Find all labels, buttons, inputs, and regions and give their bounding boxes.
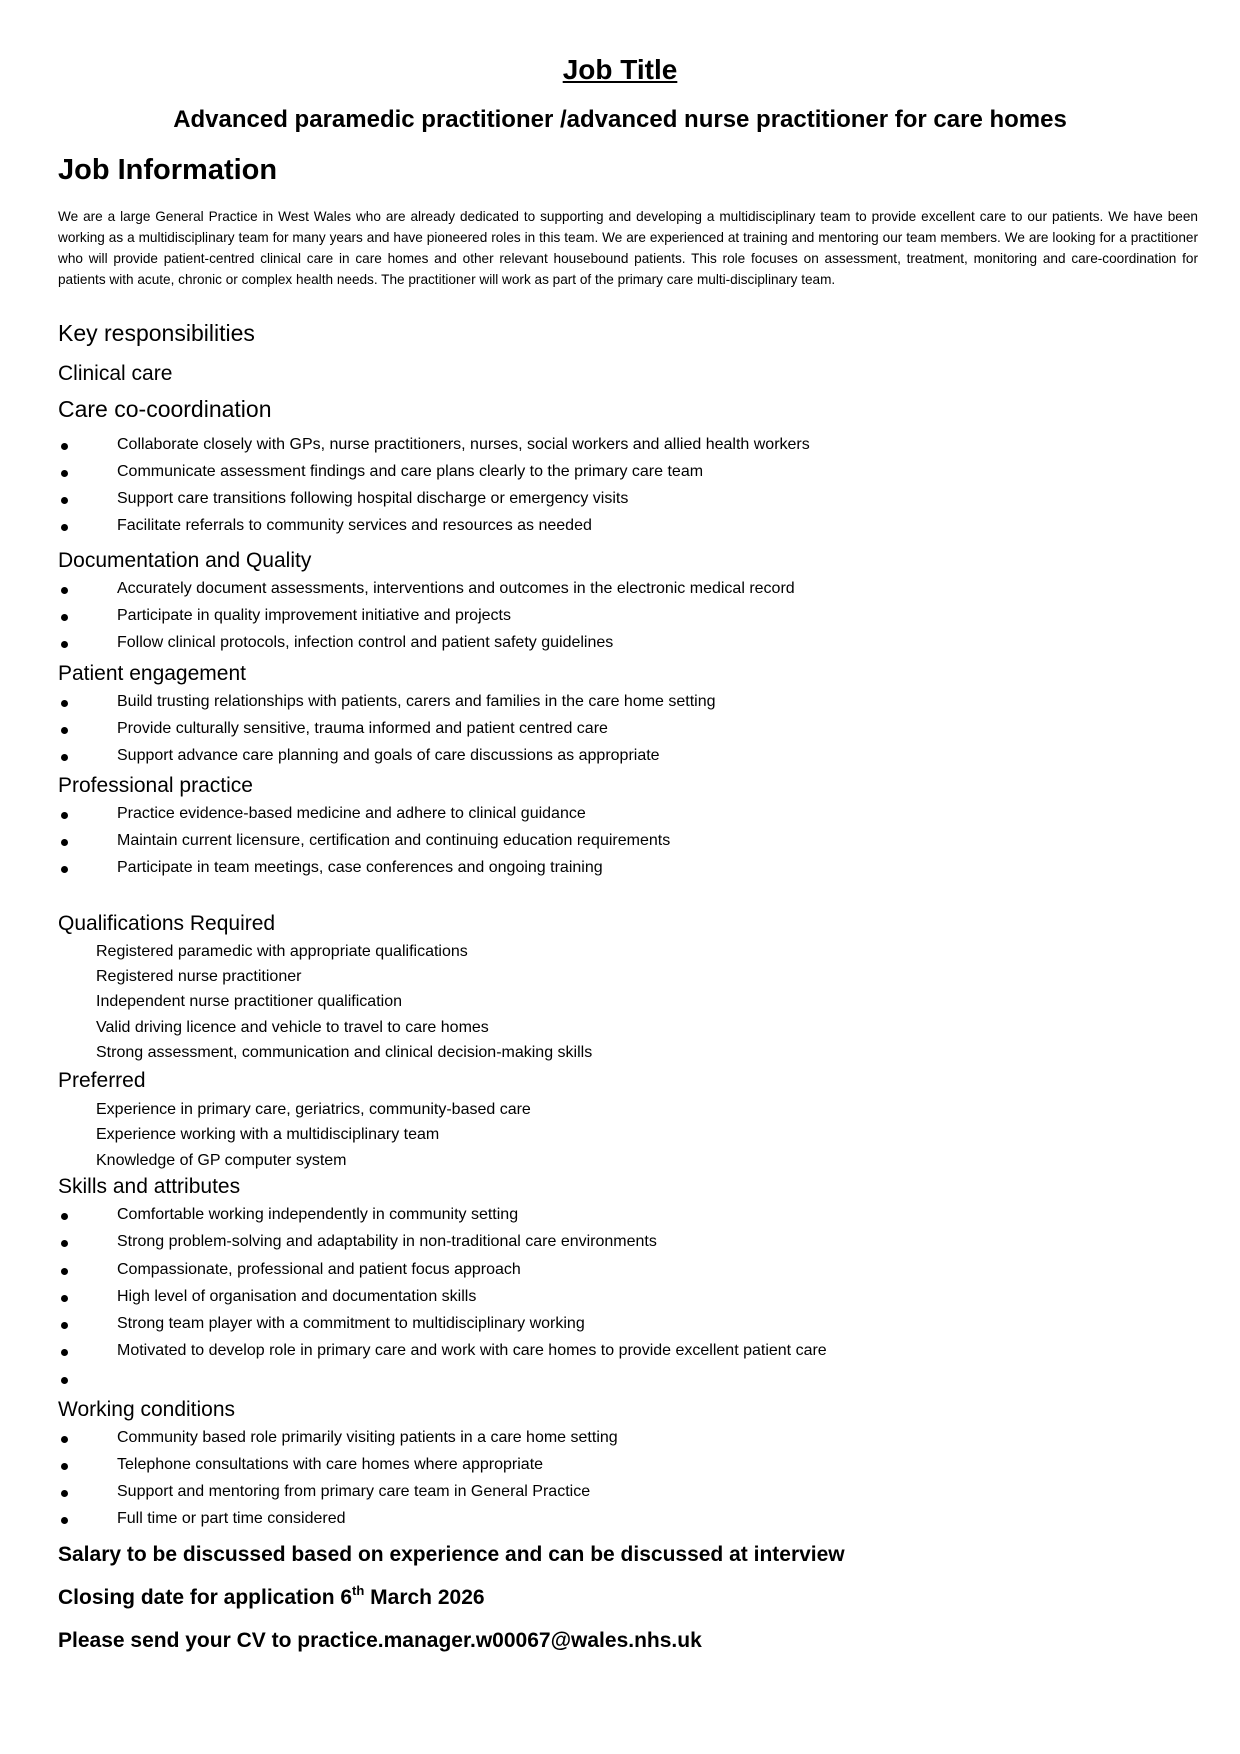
intro-paragraph bbox=[58, 206, 1198, 290]
closing-date-ordinal: th bbox=[352, 1583, 365, 1598]
list-item: Maintain current licensure, certification and continuing education requirements bbox=[117, 832, 671, 849]
care-coordination-heading: Care co-coordination bbox=[58, 396, 272, 422]
list-item: Motivated to develop role in primary care and work with care homes to provide excellent patient care bbox=[117, 1342, 827, 1359]
salary-statement: Salary to be discussed based on experience and can be discussed at interview bbox=[58, 1543, 845, 1566]
bullet-icon bbox=[61, 1463, 68, 1470]
list-item: Accurately document assessments, interventions and outcomes in the electronic medical record bbox=[117, 580, 795, 597]
list-item: Experience in primary care, geriatrics, community-based care bbox=[96, 1101, 531, 1118]
list-item: Support care transitions following hospital discharge or emergency visits bbox=[117, 490, 629, 507]
list-item: Compassionate, professional and patient focus approach bbox=[117, 1261, 521, 1278]
closing-date-suffix: March 2026 bbox=[364, 1586, 485, 1609]
job-information-heading: Job Information bbox=[58, 154, 278, 186]
contact-statement: Please send your CV to practice.manager.w00067@wales.nhs.uk bbox=[58, 1629, 702, 1652]
list-item: Community based role primarily visiting patients in a care home setting bbox=[117, 1429, 618, 1446]
list-item: Provide culturally sensitive, trauma informed and patient centred care bbox=[117, 720, 608, 737]
list-item: Participate in team meetings, case conferences and ongoing training bbox=[117, 859, 603, 876]
list-item: Full time or part time considered bbox=[117, 1510, 346, 1527]
bullet-icon bbox=[61, 812, 68, 819]
bullet-icon bbox=[61, 443, 68, 450]
professional-practice-heading: Professional practice bbox=[58, 774, 253, 797]
bullet-icon bbox=[61, 1295, 68, 1302]
bullet-icon bbox=[61, 1268, 68, 1275]
empty-bullet-icon bbox=[61, 1377, 68, 1384]
role-title: Advanced paramedic practitioner /advanced nurse practitioner for care homes bbox=[173, 106, 1067, 133]
closing-date bbox=[58, 1583, 485, 1610]
bullet-icon bbox=[61, 524, 68, 531]
bullet-icon bbox=[61, 700, 68, 707]
closing-date-prefix: Closing date for application 6 bbox=[58, 1586, 353, 1609]
list-item: Comfortable working independently in community setting bbox=[117, 1206, 519, 1223]
bullet-icon bbox=[61, 470, 68, 477]
bullet-icon bbox=[61, 839, 68, 846]
list-item: High level of organisation and documentation skills bbox=[117, 1288, 477, 1305]
list-item: Registered paramedic with appropriate qualifications bbox=[96, 943, 468, 960]
key-responsibilities-heading: Key responsibilities bbox=[58, 320, 255, 346]
bullet-icon bbox=[61, 754, 68, 761]
list-item: Follow clinical protocols, infection control and patient safety guidelines bbox=[117, 634, 614, 651]
list-item: Experience working with a multidisciplinary team bbox=[96, 1126, 440, 1143]
documentation-quality-heading: Documentation and Quality bbox=[58, 549, 312, 572]
patient-engagement-heading: Patient engagement bbox=[58, 662, 246, 685]
bullet-icon bbox=[61, 1349, 68, 1356]
list-item: Independent nurse practitioner qualification bbox=[96, 993, 402, 1010]
bullet-icon bbox=[61, 587, 68, 594]
bullet-icon bbox=[61, 1517, 68, 1524]
list-item: Strong assessment, communication and clinical decision-making skills bbox=[96, 1044, 593, 1061]
bullet-icon bbox=[61, 1213, 68, 1220]
bullet-icon bbox=[61, 497, 68, 504]
clinical-care-heading: Clinical care bbox=[58, 362, 173, 385]
intro-text: We are a large General Practice in West Wales who are already dedicated to supporting and developing a multidisciplinary team to provide excellent care to our patients. We have been working as a multidisciplinary team for many years and have pioneered roles in this team. We are experienced at training and mentoring our team members. We are looking for a practitioner who will provide patient-centred clinical care in care homes and other relevant housebound patients. This role focuses on assessment, treatment, monitoring and care-coordination for patients with acute, chronic or complex health needs. The practitioner will work as part of the primary care multi-disciplinary team. bbox=[58, 209, 1198, 287]
list-item: Strong problem-solving and adaptability in non-traditional care environments bbox=[117, 1233, 657, 1250]
list-item: Collaborate closely with GPs, nurse practitioners, nurses, social workers and allied health workers bbox=[117, 436, 810, 453]
bullet-icon bbox=[61, 1240, 68, 1247]
qualifications-heading: Qualifications Required bbox=[58, 912, 276, 935]
bullet-icon bbox=[61, 614, 68, 621]
list-item: Communicate assessment findings and care plans clearly to the primary care team bbox=[117, 463, 704, 480]
working-conditions-heading: Working conditions bbox=[58, 1398, 236, 1421]
list-item: Practice evidence-based medicine and adhere to clinical guidance bbox=[117, 805, 586, 822]
bullet-icon bbox=[61, 641, 68, 648]
list-item: Build trusting relationships with patients, carers and families in the care home setting bbox=[117, 693, 716, 710]
bullet-icon bbox=[61, 1490, 68, 1497]
job-title-heading: Job Title bbox=[562, 54, 678, 85]
list-item: Registered nurse practitioner bbox=[96, 968, 302, 985]
list-item: Facilitate referrals to community services and resources as needed bbox=[117, 517, 592, 534]
bullet-icon bbox=[61, 727, 68, 734]
skills-heading: Skills and attributes bbox=[58, 1175, 241, 1198]
bullet-icon bbox=[61, 1322, 68, 1329]
list-item: Strong team player with a commitment to multidisciplinary working bbox=[117, 1315, 585, 1332]
preferred-heading: Preferred bbox=[58, 1069, 146, 1092]
list-item: Valid driving licence and vehicle to travel to care homes bbox=[96, 1019, 489, 1036]
list-item: Telephone consultations with care homes where appropriate bbox=[117, 1456, 544, 1473]
list-item: Support and mentoring from primary care team in General Practice bbox=[117, 1483, 591, 1500]
list-item: Support advance care planning and goals of care discussions as appropriate bbox=[117, 747, 660, 764]
list-item: Participate in quality improvement initiative and projects bbox=[117, 607, 511, 624]
bullet-icon bbox=[61, 866, 68, 873]
bullet-icon bbox=[61, 1436, 68, 1443]
list-item: Knowledge of GP computer system bbox=[96, 1152, 347, 1169]
